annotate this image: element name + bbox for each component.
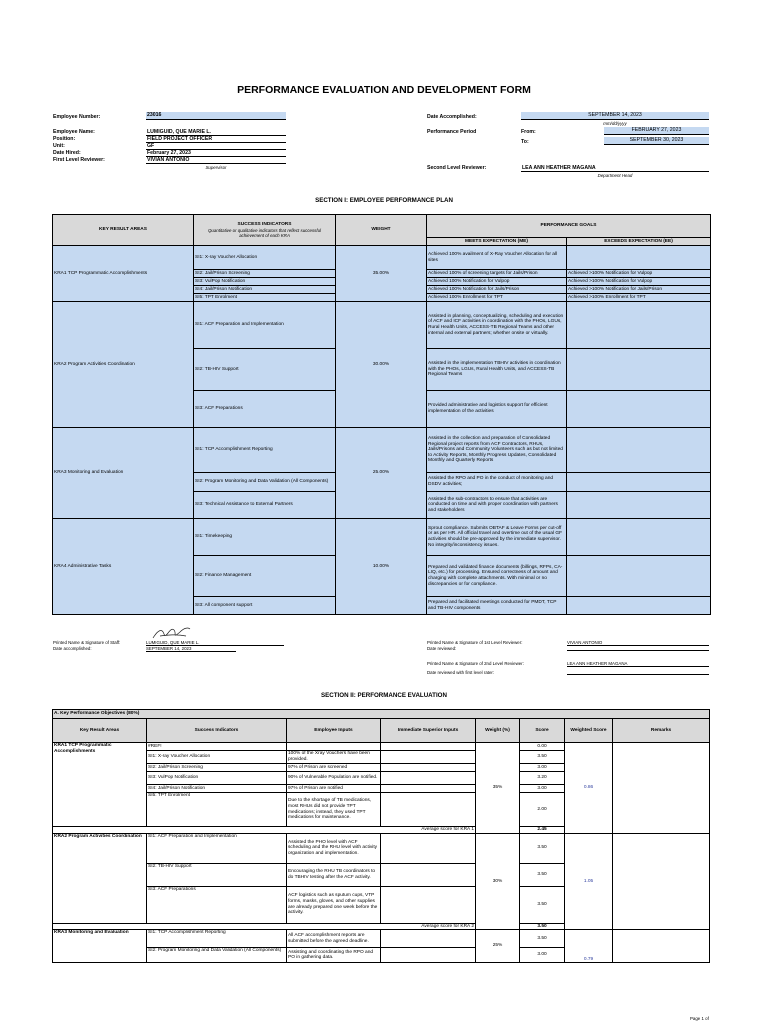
section2-title: SECTION II: PERFORMANCE EVALUATION [321, 692, 447, 699]
ei-cell[interactable]: 100% of the Xray Vouchers have been provided. [287, 751, 381, 764]
r2-date-field[interactable] [567, 670, 709, 675]
score-cell[interactable]: 3.50 [520, 863, 565, 886]
me-cell: Assisted the sub-contractors to ensure that activities are conducted on time and with proper coordination with partners and stakeholders [427, 492, 567, 519]
kra-cell: KRA3 Monitoring and Evaluation [53, 428, 194, 519]
weighted-score-cell: 0.79 [565, 930, 613, 963]
r1-date-field[interactable] [567, 646, 709, 651]
score-cell[interactable]: 3.50 [520, 751, 565, 764]
r2-sign-label: Printed Name & Signature of 2nd Level Reviewer: [427, 661, 524, 666]
unit-label: Unit: [53, 143, 65, 149]
score-cell[interactable]: 3.50 [520, 930, 565, 948]
ee-cell: Achieved >100% Enrollment for TPT [567, 294, 711, 302]
si-cell: SI2: Finance Management [194, 556, 336, 597]
si-cell: SI3: ACF Preparations [194, 391, 336, 428]
si-cell: SI2: Jail/Prison Screening [194, 270, 336, 278]
plan-row [53, 519, 711, 556]
si-cell: SI2: Jail/Prison Screening [147, 764, 287, 772]
isi-cell[interactable] [381, 948, 476, 963]
period-from-field[interactable]: FEBRUARY 27, 2023 [604, 127, 709, 135]
si-cell: SI2: Program Monitoring and Data Validation (All Components) [147, 948, 287, 963]
si-header-sub: Quantitative or qualitative indicators that reflect successful achievement of each KRA [208, 227, 321, 238]
kra-cell: KRA1 TCP Programmatic Accomplishments [53, 743, 147, 827]
ee-cell [567, 428, 711, 473]
h-si: Success Indicators [147, 719, 287, 743]
remarks-cell[interactable] [613, 833, 710, 930]
r1-date-label: Date reviewed: [427, 646, 457, 651]
si-cell: SI2: TB-HIV Support [147, 863, 287, 886]
weight-cell: 30% [476, 833, 520, 930]
si-cell: SI5: TPT Enrolment [194, 294, 336, 302]
h-isi: Immediate Superior Inputs [381, 719, 476, 743]
ee-cell: Achieved >100% Notification for Vulpop [567, 270, 711, 278]
si-cell: SI3: All component support [194, 597, 336, 615]
ee-cell [567, 492, 711, 519]
isi-cell[interactable] [381, 793, 476, 827]
ee-cell: Achieved >100% Notification for Vulpop [567, 278, 711, 286]
period-to-field[interactable]: SEPTEMBER 30, 2023 [604, 137, 709, 145]
r1-sign-label: Printed Name & Signature of 1st Level Reviewer: [427, 640, 523, 645]
group-title: A. Key Performance Objectives (80%) [53, 710, 710, 719]
si-cell: SI1: ACF Preparation and Implementation [194, 302, 336, 349]
performance-evaluation-table [52, 709, 710, 963]
weight-header: WEIGHT [336, 215, 427, 246]
si-cell: SI4: Jail/Prison Notification [194, 286, 336, 294]
date-format-caption: mm/dd/yyyy [603, 121, 627, 126]
page-number: Page 1 of [690, 1016, 709, 1021]
score-cell[interactable]: 3.00 [520, 764, 565, 772]
ee-cell [567, 519, 711, 556]
isi-cell[interactable] [381, 886, 476, 923]
isi-cell[interactable] [381, 863, 476, 886]
weight-cell: 10.00% [336, 519, 427, 615]
first-reviewer-field[interactable]: VIVIAN ANTONIO [146, 157, 286, 164]
average-score: 3.50 [520, 923, 565, 930]
isi-cell[interactable] [381, 743, 476, 751]
me-cell: Assisted in the collection and preparation of Consolidated Regional project reports from ACF Contractors, RHUs, Jails/Prisons and Community Volunteers such as but not limited to Activity Reports, Monthly Progress Updates, Consolidated Monthly and Quarterly Reports [427, 428, 567, 473]
weight-cell: 25% [476, 930, 520, 963]
isi-cell[interactable] [381, 930, 476, 948]
eval-row [53, 930, 710, 948]
isi-cell[interactable] [381, 833, 476, 863]
unit-field[interactable]: GF [146, 143, 286, 150]
date-hired-field[interactable]: February 27, 2023 [146, 150, 286, 157]
date-accomplished-field[interactable]: SEPTEMBER 14, 2023 [521, 112, 709, 120]
average-label: Average score for KRA 2 [53, 923, 476, 930]
si-cell: SI3: Technical Assistance to External Partners [194, 492, 336, 519]
score-cell[interactable]: 3.50 [520, 886, 565, 923]
si-cell: SI1: X-ray Voucher Allocation [147, 751, 287, 764]
ei-cell[interactable]: 90% of Vulnerable Population are notified. [287, 772, 381, 785]
emp-name-label: Employee Name: [53, 129, 95, 135]
ei-cell[interactable]: Assisting and coordinating the RPO and PO in gathering data. [287, 948, 381, 963]
plan-header-row [53, 215, 711, 238]
si-cell: #REF! [147, 743, 287, 751]
si-cell: SI3: VulPop Notification [147, 772, 287, 785]
emp-no-field[interactable]: 23016 [146, 112, 286, 120]
ee-cell [567, 391, 711, 428]
weight-cell: 35% [476, 743, 520, 834]
average-score: 2.45 [520, 827, 565, 834]
si-cell: SI2: Program Monitoring and Data Validation (All Components) [194, 473, 336, 492]
staff-name-field[interactable]: LUMIGUID, QUE MARIE L. [146, 640, 284, 646]
kra-header: KEY RESULT AREAS [53, 215, 194, 246]
ei-cell[interactable]: 97% of Prison are notified [287, 785, 381, 793]
si-header-label: SUCCESS INDICATORS [237, 222, 292, 227]
date-accomplished-label: Date Accomplished: [427, 114, 477, 120]
si-cell: SI1: TCP Accomplishment Reporting [147, 930, 287, 948]
staff-date-field[interactable]: SEPTEMBER 14, 2023 [146, 646, 236, 652]
me-cell: Prepared and validated finance documents (billings, RFPs, CA-LIQ, etc.) for processing. Ensured correctness of amount and charging with complete attachments. With minimal or no discrepancies or for compliance. [427, 556, 567, 597]
si-cell: SI4: Jail/Prison Notification [147, 785, 287, 793]
remarks-cell[interactable] [613, 743, 710, 834]
me-cell: Achieved 100% Notification for Jails/Prison [427, 286, 567, 294]
kra-cell: KRA2 Program Activities Coordination [53, 833, 147, 923]
from-label: From: [521, 129, 536, 135]
me-cell: Achieved 100% Notification for Vulpop [427, 278, 567, 286]
eval-row [53, 743, 710, 751]
me-cell: Achieved 100% availment of X-Ray Voucher Allocation for all sites [427, 246, 567, 270]
staff-date-label: Date accomplished: [53, 646, 92, 651]
first-reviewer-label: First Level Reviewer: [53, 157, 105, 163]
ei-cell[interactable]: Encouraging the RHU TB coordinators to do TBHIV testing after the ACF activity. [287, 863, 381, 886]
isi-cell[interactable] [381, 764, 476, 772]
kra-cell: KRA3 Monitoring and Evaluation [53, 930, 147, 963]
emp-no-label: Employee Number: [53, 114, 101, 120]
h-ws: Weighted Score [565, 719, 613, 743]
kra-cell: KRA2 Program Activities Coordination [53, 302, 194, 428]
form-title: PERFORMANCE EVALUATION AND DEVELOPMENT FORM [237, 84, 531, 96]
si-cell: SI3: ACF Preparations [147, 886, 287, 923]
ei-cell[interactable] [287, 743, 381, 751]
plan-row [53, 428, 711, 473]
section1-title: SECTION I: EMPLOYEE PERFORMANCE PLAN [315, 197, 453, 204]
weighted-score-cell: 1.05 [565, 833, 613, 930]
staff-sign-label: Printed Name & Signature of Staff: [53, 640, 121, 645]
plan-row [53, 246, 711, 270]
average-label: Average score for KRA 1 [53, 827, 476, 834]
score-cell[interactable]: 3.00 [520, 785, 565, 793]
score-cell[interactable]: 3.50 [520, 833, 565, 863]
me-cell: Provided administrative and logistics support for efficient implementation of the activities [427, 391, 567, 428]
eval-header-row [53, 719, 710, 743]
me-cell: Assisted in planning, conceptualizing, scheduling and execution of ACF and ICF activities in coordination with the PHOs, LGUs, Rural Health Units, ACCESS-TB Regional Teams and other internal and external partners; whether onsite or virtually. [427, 302, 567, 349]
ee-cell [567, 349, 711, 391]
ee-header: EXCEEDS EXPECTATION (EE) [567, 238, 711, 246]
position-label: Position: [53, 136, 76, 142]
second-reviewer-field[interactable]: LEA ANN HEATHER MAGANA [521, 165, 709, 172]
eval-row [53, 833, 710, 863]
weight-cell: 35.00% [336, 246, 427, 302]
ee-cell [567, 556, 711, 597]
h-kra: Key Result Areas [53, 719, 147, 743]
performance-plan-table [52, 214, 711, 615]
kra-cell: KRA4 Administrative Tasks [53, 519, 194, 615]
me-cell: Sprout compliance. Submits OBTAF & Leave Forms per cut-off or as per HR. All official travel and overtime out of the usual GF activities should be pre-approved by the immediate supervisor. No integrity/inconsistency issues. [427, 519, 567, 556]
ei-cell[interactable]: 97% of Prison are screened [287, 764, 381, 772]
weight-cell: 30.00% [336, 302, 427, 428]
second-reviewer-label: Second Level Reviewer: [427, 165, 487, 171]
me-header: MEETS EXPECTATION (ME) [427, 238, 567, 246]
weight-cell: 25.00% [336, 428, 427, 519]
si-cell: SI2: TB-HIV Support [194, 349, 336, 391]
me-cell: Achieved 100% of screening targets for Jails/Prison [427, 270, 567, 278]
h-score: Score [520, 719, 565, 743]
si-cell: SI1: TCP Accomplishment Reporting [194, 428, 336, 473]
date-hired-label: Date Hired: [53, 150, 81, 156]
remarks-cell[interactable] [613, 930, 710, 963]
isi-cell[interactable] [381, 772, 476, 785]
score-cell[interactable]: 0.00 [520, 743, 565, 751]
weighted-score-cell: 0.86 [565, 743, 613, 834]
h-remarks: Remarks [613, 719, 710, 743]
si-cell: SI3: VulPop Notification [194, 278, 336, 286]
h-weight: Weight (%) [476, 719, 520, 743]
to-label: To: [521, 139, 529, 145]
me-cell: Achieved 100% Enrollment for TPT [427, 294, 567, 302]
goals-header: PERFORMANCE GOALS [427, 215, 711, 238]
score-cell[interactable]: 3.00 [520, 948, 565, 963]
group-title-row [53, 710, 710, 719]
period-label: Performance Period [427, 129, 477, 135]
si-cell: SI1: ACF Preparation and Implementation [147, 833, 287, 863]
r1-name-field[interactable]: VIVIAN ANTONIO [567, 640, 709, 646]
r2-name-field[interactable]: LEA ANN HEATHER MAGANA [567, 661, 709, 667]
ee-cell [567, 246, 711, 270]
ei-cell[interactable]: Due to the shortage of TB medications, most RHUs did not provide TPT medications; instead, they used TPT medications for maintenance. [287, 793, 381, 827]
r2-date-label: Date reviewed with first level rater: [427, 670, 495, 675]
kra-cell: KRA1 TCP Programmatic Accomplishments [53, 246, 194, 302]
ee-cell [567, 597, 711, 615]
me-cell: Assisted the RPO and PO in the conduct of monitoring and DSDV activities; [427, 473, 567, 492]
ee-cell [567, 473, 711, 492]
h-ei: Employee Inputs [287, 719, 381, 743]
dept-head-caption: Department Head [597, 173, 633, 178]
emp-name-field[interactable]: LUMIGUID, QUE MARIE L. [146, 129, 286, 136]
si-cell: SI1: Timekeeping [194, 519, 336, 556]
ei-cell[interactable]: ACF logistics such as sputum cups, VTP forms, masks, gloves, and other supplies are already prepared one week before the activity. [287, 886, 381, 923]
si-cell: SI5: TPT Enrolment [147, 793, 287, 827]
score-cell[interactable]: 2.00 [520, 793, 565, 827]
isi-cell[interactable] [381, 751, 476, 764]
position-field[interactable]: FIELD PROJECT OFFICER [146, 136, 286, 143]
si-header [194, 215, 336, 246]
isi-cell[interactable] [381, 785, 476, 793]
supervisor-caption: Supervisor [205, 165, 227, 170]
plan-row [53, 302, 711, 349]
me-cell: Assisted in the implementation TBHIV activities in coordination with the PHOs, LGUs, Rural Health Units, and ACCESS-TB Regional Teams [427, 349, 567, 391]
score-cell[interactable]: 3.20 [520, 772, 565, 785]
me-cell: Prepared and facilitated meetings conducted for PMDT, TCP and TB-HIV components [427, 597, 567, 615]
ei-cell[interactable]: All ACF accomplishment reports are submitted before the agreed deadline. [287, 930, 381, 948]
ei-cell[interactable]: Assisted the PHO level with ACF scheduling and the RHU level with activity organization and implementation. [287, 833, 381, 863]
ee-cell: Achieved >100% Notification for Jails/Prison [567, 286, 711, 294]
si-cell: SI1: X-ray Voucher Allocation [194, 246, 336, 270]
ee-cell [567, 302, 711, 349]
